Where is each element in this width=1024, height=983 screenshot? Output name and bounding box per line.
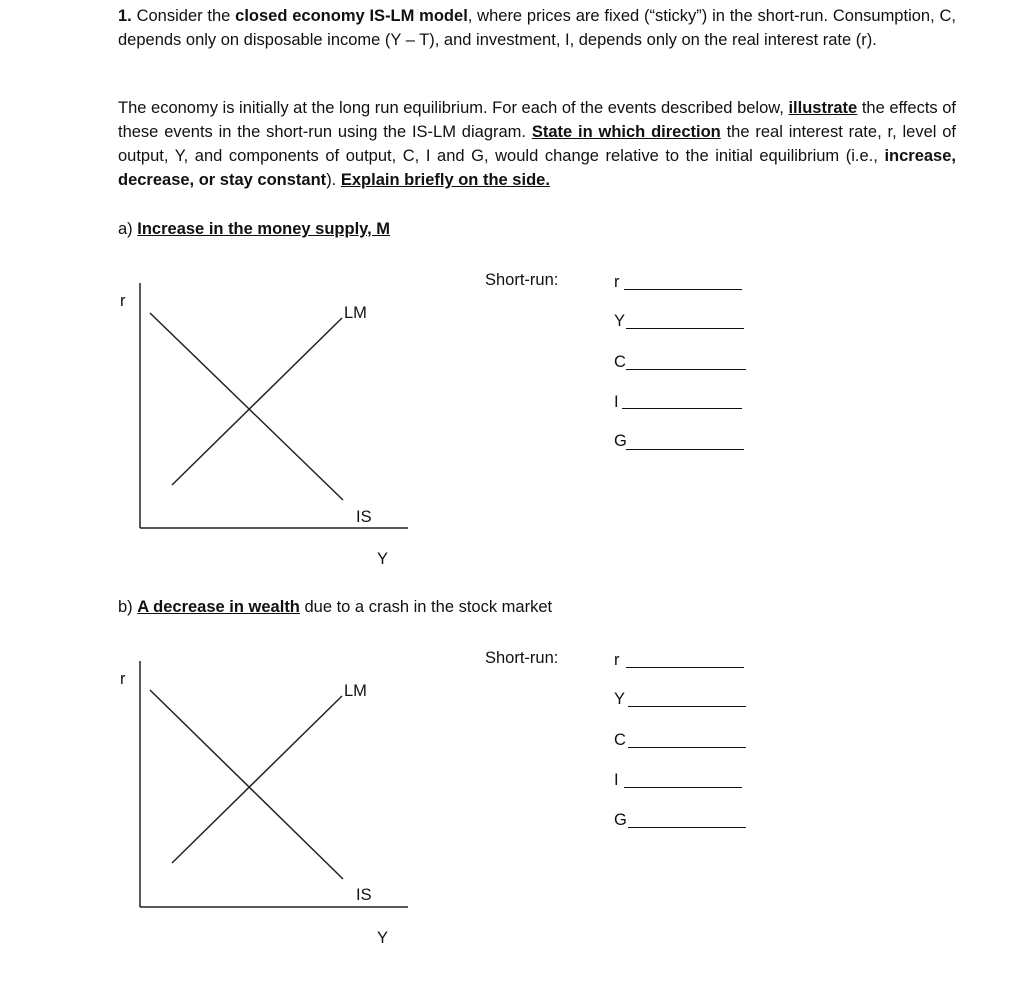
part-b-is-curve bbox=[150, 690, 343, 879]
part-b-answer-i[interactable] bbox=[624, 787, 742, 788]
part-b-answer-y[interactable] bbox=[628, 706, 746, 707]
part-a-var-y: Y bbox=[614, 312, 626, 330]
question-number: 1. bbox=[118, 7, 132, 25]
part-a-is-curve bbox=[150, 313, 343, 500]
part-a-answer-g[interactable] bbox=[626, 449, 744, 450]
question-instructions: The economy is initially at the long run equilibrium. For each of the events described below, illustrate the effects of these events in the short-run using the IS-LM diagram. State in which direction the real interest rate, r, level of output, Y, and components of output, C, I and G, would change relative to the initial equilibrium (i.e., increase, decrease, or stay constant). Explain briefly on the side. bbox=[118, 99, 957, 189]
part-a-lm-curve bbox=[172, 318, 342, 485]
part-a-lm-label: LM bbox=[344, 304, 367, 322]
part-a-var-r: r bbox=[614, 273, 620, 291]
part-a-answer-r[interactable] bbox=[624, 289, 742, 290]
part-a-var-i: I bbox=[614, 393, 619, 411]
part-b-lm-label: LM bbox=[344, 682, 367, 700]
part-a-heading: a) Increase in the money supply, M bbox=[118, 220, 391, 238]
part-b-heading: b) A decrease in wealth due to a crash in the stock market bbox=[118, 598, 553, 616]
part-a-answer-i[interactable] bbox=[622, 408, 742, 409]
part-b-answer-c[interactable] bbox=[628, 747, 746, 748]
part-b-var-g: G bbox=[614, 811, 627, 829]
part-a-y-axis-label: r bbox=[120, 292, 126, 310]
part-a-var-g: G bbox=[614, 432, 627, 450]
question-intro: 1. Consider the closed economy IS-LM model, where prices are fixed (“sticky”) in the short-run. Consumption, C, depends only on disposable income (Y – T), and investment, I, depends only on the real interest rate (r). bbox=[118, 7, 956, 49]
part-a-var-c: C bbox=[614, 353, 626, 371]
part-b-var-i: I bbox=[614, 771, 619, 789]
part-b-var-y: Y bbox=[614, 690, 626, 708]
part-b-answer-r[interactable] bbox=[626, 667, 744, 668]
part-b-answer-g[interactable] bbox=[628, 827, 746, 828]
part-b-y-axis-label: r bbox=[120, 670, 126, 688]
part-b-var-c: C bbox=[614, 731, 626, 749]
part-a-x-axis-label: Y bbox=[377, 550, 389, 568]
part-a-short-run-label: Short-run: bbox=[485, 271, 559, 289]
part-b-short-run-label: Short-run: bbox=[485, 649, 559, 667]
part-a-answer-c[interactable] bbox=[626, 369, 746, 370]
part-b-lm-curve bbox=[172, 696, 342, 863]
part-a-answer-y[interactable] bbox=[626, 328, 744, 329]
part-b-is-label: IS bbox=[356, 886, 372, 904]
part-a-is-label: IS bbox=[356, 508, 372, 526]
part-b-var-r: r bbox=[614, 651, 620, 669]
part-b-x-axis-label: Y bbox=[377, 929, 389, 947]
